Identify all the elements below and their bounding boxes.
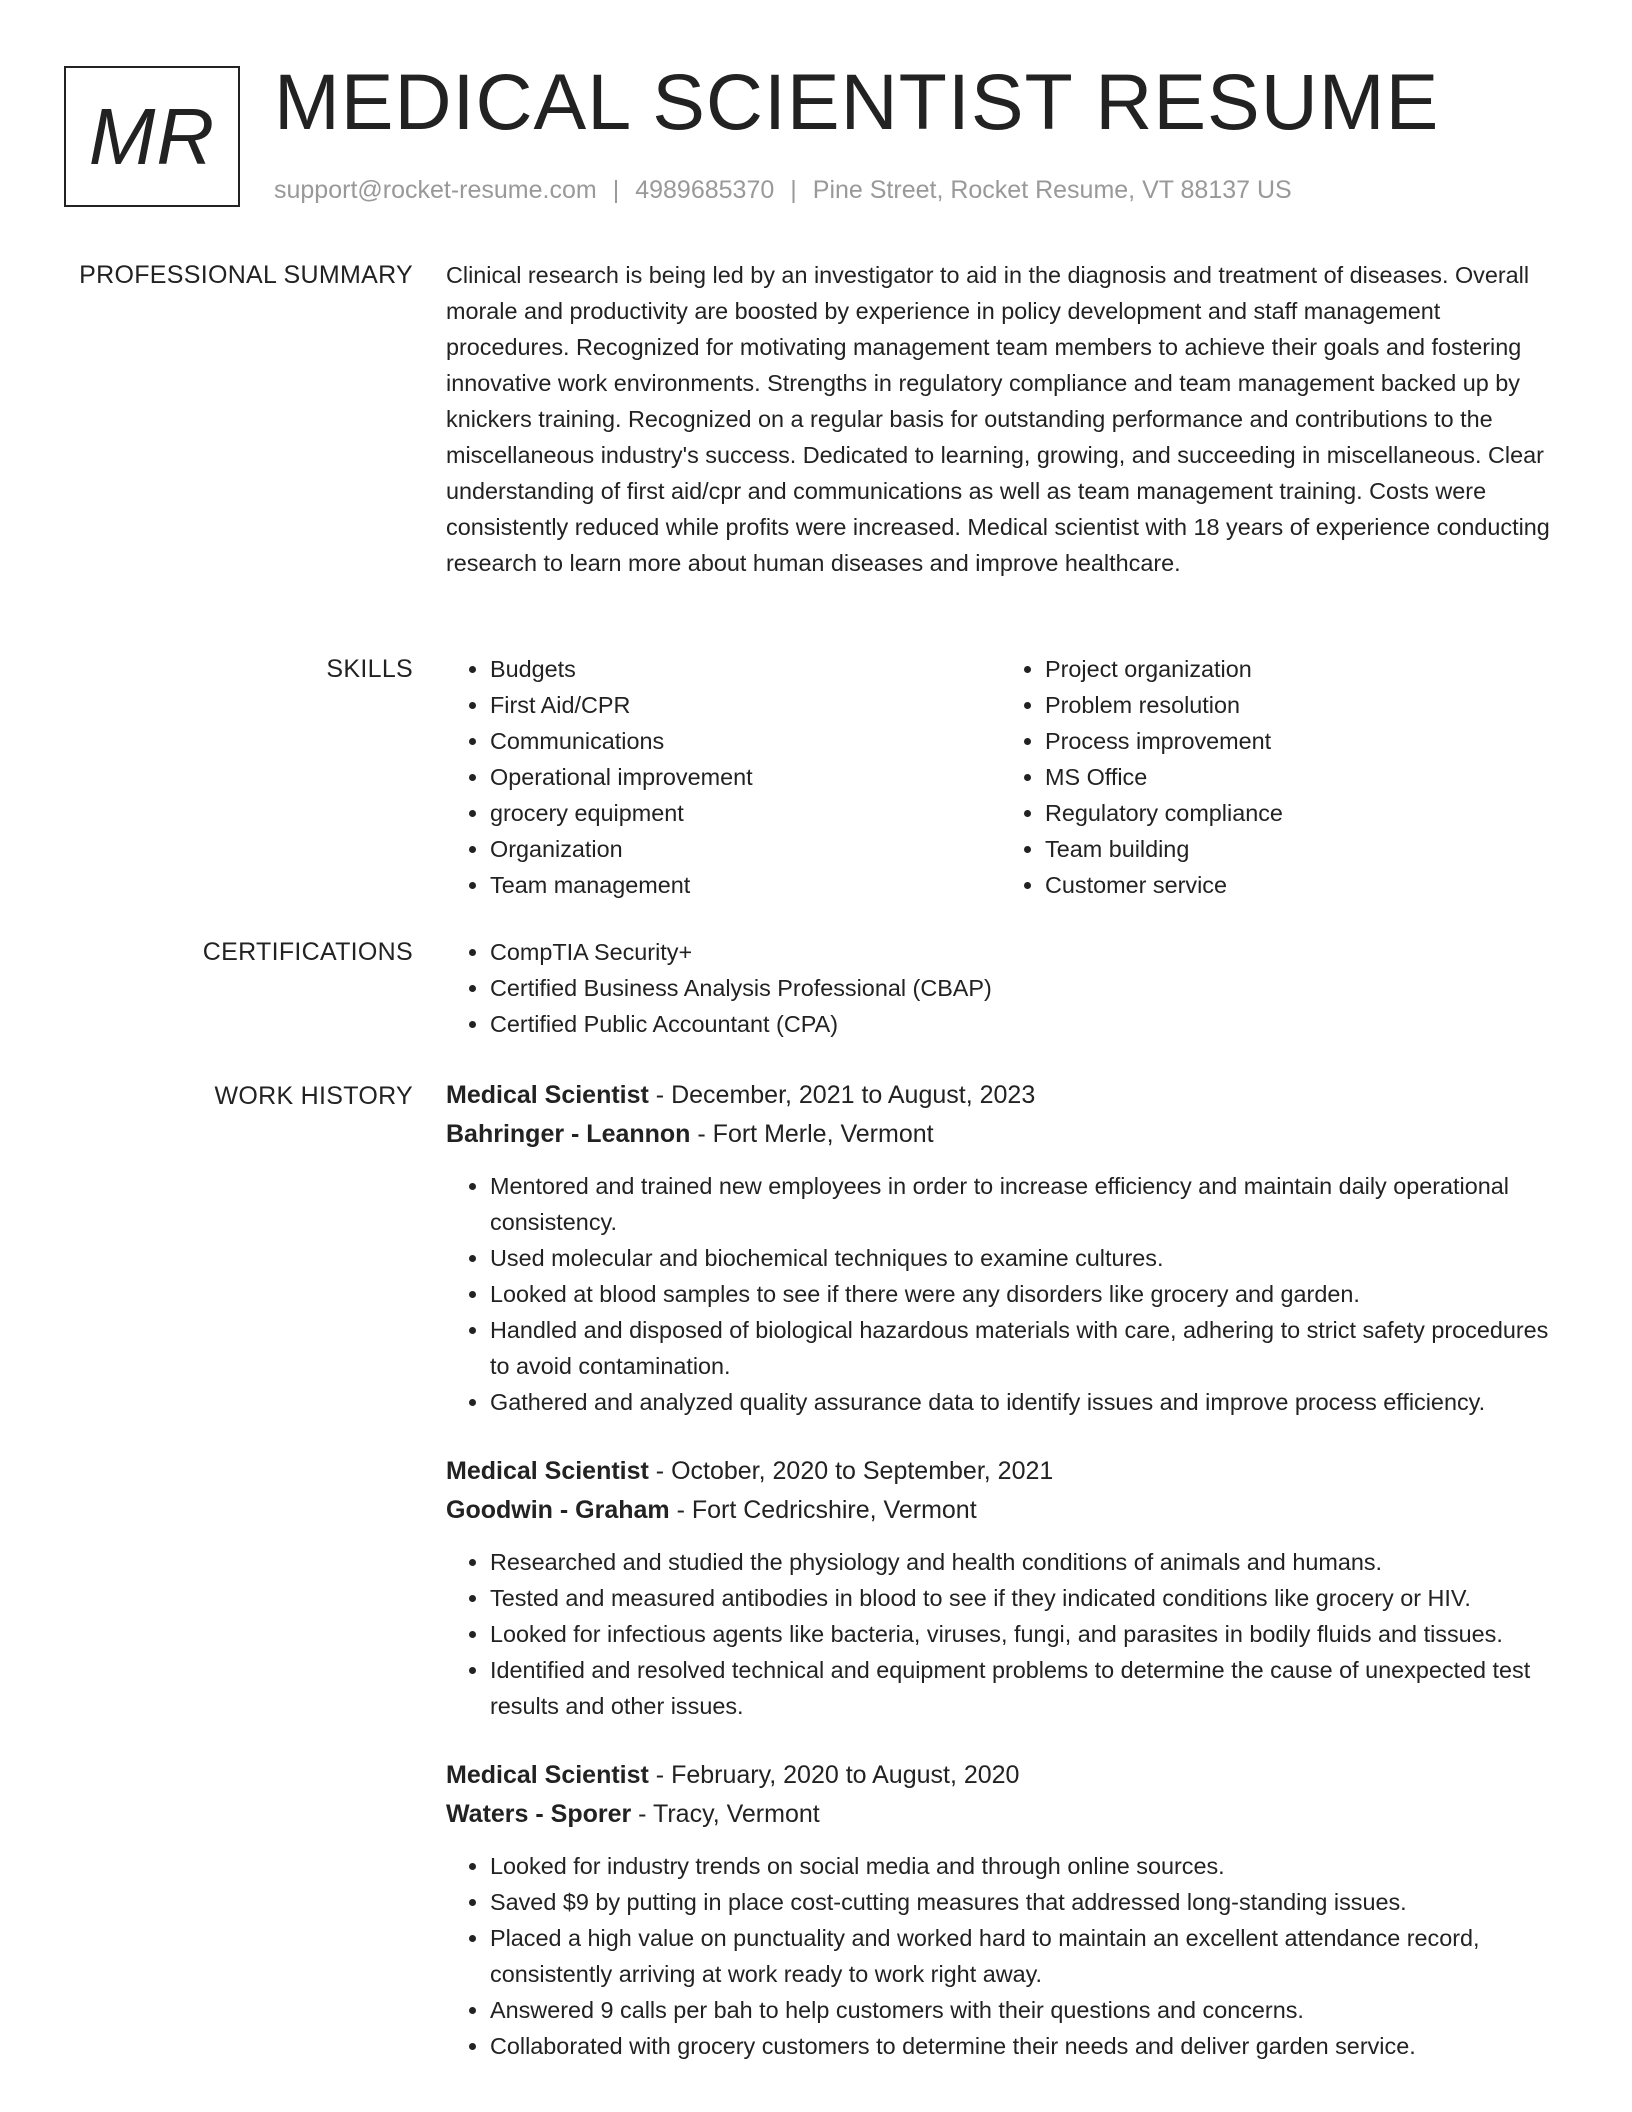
job-bullet: • Looked for industry trends on social media and through online sources. xyxy=(490,1848,1556,1884)
skill-item: • Budgets xyxy=(490,651,1001,687)
skills-list-right xyxy=(1001,651,1556,903)
job-company: Bahringer - Leannon xyxy=(446,1120,691,1148)
skill-item: • Operational improvement xyxy=(490,759,1001,795)
job-title-line xyxy=(446,1076,1556,1115)
job-bullet: • Handled and disposed of biological hazardous materials with care, adhering to strict safety procedures to avoid contamination. xyxy=(490,1312,1556,1384)
job-entry xyxy=(446,1756,1556,2064)
job-dates: - December, 2021 to August, 2023 xyxy=(648,1081,1036,1109)
contact-line xyxy=(274,172,1292,208)
job-location: - Fort Cedricshire, Vermont xyxy=(669,1496,977,1524)
job-bullet: • Collaborated with grocery customers to determine their needs and deliver garden service. xyxy=(490,2028,1556,2064)
skill-item: • Communications xyxy=(490,723,1001,759)
skill-item: • Team building xyxy=(1045,831,1556,867)
skill-item: • Organization xyxy=(490,831,1001,867)
job-dates: - February, 2020 to August, 2020 xyxy=(648,1761,1020,1789)
certification-item: • CompTIA Security+ xyxy=(490,934,1556,970)
job-bullet: • Mentored and trained new employees in order to increase efficiency and maintain daily operational consistency. xyxy=(490,1168,1556,1240)
skill-item: • MS Office xyxy=(1045,759,1556,795)
job-entry xyxy=(446,1452,1556,1724)
initials: MR xyxy=(88,91,216,181)
job-location: - Fort Merle, Vermont xyxy=(690,1120,934,1148)
section-label-summary: PROFESSIONAL SUMMARY xyxy=(79,261,413,289)
job-title: Medical Scientist xyxy=(446,1761,649,1789)
job-dates: - October, 2020 to September, 2021 xyxy=(648,1457,1054,1485)
section-label-certifications: CERTIFICATIONS xyxy=(202,938,413,966)
skill-item: • Problem resolution xyxy=(1045,687,1556,723)
job-location: - Tracy, Vermont xyxy=(631,1800,820,1828)
job-title: Medical Scientist xyxy=(446,1457,649,1485)
job-bullet: • Looked at blood samples to see if there were any disorders like grocery and garden. xyxy=(490,1276,1556,1312)
certifications-body xyxy=(446,934,1556,1042)
skill-item: • grocery equipment xyxy=(490,795,1001,831)
certification-item: • Certified Public Accountant (CPA) xyxy=(490,1006,1556,1042)
job-bullet: • Placed a high value on punctuality and worked hard to maintain an excellent attendance record, consistently arriving at work ready to work right away. xyxy=(490,1920,1556,1992)
certification-item: • Certified Business Analysis Professional (CBAP) xyxy=(490,970,1556,1006)
skill-item: • Process improvement xyxy=(1045,723,1556,759)
job-company-line xyxy=(446,1795,1556,1834)
skills-body xyxy=(446,651,1556,903)
summary-text: Clinical research is being led by an investigator to aid in the diagnosis and treatment of diseases. Overall morale and productivity are boosted by experience in policy development and staff management procedures. Recognized for motivating management team members to achieve their goals and fostering innovative work environments. Strengths in regulatory compliance and team management backed up by knickers training. Recognized on a regular basis for outstanding performance and contributions to the miscellaneous industry's success. Dedicated to learning, growing, and succeeding in miscellaneous. Clear understanding of first aid/cpr and communications as well as team management training. Costs were consistently reduced while profits were increased. Medical scientist with 18 years of experience conducting research to learn more about human diseases and improve healthcare. xyxy=(446,262,1550,576)
resume-title: MEDICAL SCIENTIST RESUME xyxy=(274,57,1440,146)
job-bullet: • Tested and measured antibodies in blood to see if they indicated conditions like grocery or HIV. xyxy=(490,1580,1556,1616)
job-bullet: • Used molecular and biochemical techniques to examine cultures. xyxy=(490,1240,1556,1276)
job-entry xyxy=(446,1076,1556,1420)
skill-item: • Project organization xyxy=(1045,651,1556,687)
work-history-body xyxy=(446,1076,1556,2064)
skill-item: • Team management xyxy=(490,867,1001,903)
job-bullets xyxy=(446,1168,1556,1420)
job-title-line xyxy=(446,1756,1556,1795)
job-company-line xyxy=(446,1491,1556,1530)
job-company: Waters - Sporer xyxy=(446,1800,632,1828)
certifications-list xyxy=(446,934,1556,1042)
job-bullet: • Researched and studied the physiology and health conditions of animals and humans. xyxy=(490,1544,1556,1580)
contact-phone[interactable]: 4989685370 xyxy=(635,176,775,204)
section-label-work-history: WORK HISTORY xyxy=(214,1082,413,1110)
contact-separator: | xyxy=(612,176,620,204)
job-title: Medical Scientist xyxy=(446,1081,649,1109)
job-bullet: • Looked for infectious agents like bacteria, viruses, fungi, and parasites in bodily fluids and tissues. xyxy=(490,1616,1556,1652)
skills-list-left xyxy=(446,651,1001,903)
contact-address: Pine Street, Rocket Resume, VT 88137 US xyxy=(812,176,1292,204)
section-label-skills: SKILLS xyxy=(326,655,413,683)
job-bullet: • Saved $9 by putting in place cost-cutting measures that addressed long-standing issues. xyxy=(490,1884,1556,1920)
job-bullet: • Identified and resolved technical and equipment problems to determine the cause of unexpected test results and other issues. xyxy=(490,1652,1556,1724)
skill-item: • First Aid/CPR xyxy=(490,687,1001,723)
monogram-box xyxy=(64,66,240,207)
skill-item: • Regulatory compliance xyxy=(1045,795,1556,831)
contact-separator: | xyxy=(790,176,797,204)
job-bullet: • Answered 9 calls per bah to help customers with their questions and concerns. xyxy=(490,1992,1556,2028)
skill-item: • Customer service xyxy=(1045,867,1556,903)
contact-email[interactable]: support@rocket-resume.com xyxy=(274,176,597,204)
job-title-line xyxy=(446,1452,1556,1491)
job-bullets xyxy=(446,1848,1556,2064)
job-bullets xyxy=(446,1544,1556,1724)
job-company-line xyxy=(446,1115,1556,1154)
summary-body xyxy=(446,257,1556,581)
job-bullet: • Gathered and analyzed quality assurance data to identify issues and improve process efficiency. xyxy=(490,1384,1556,1420)
job-company: Goodwin - Graham xyxy=(446,1496,670,1524)
